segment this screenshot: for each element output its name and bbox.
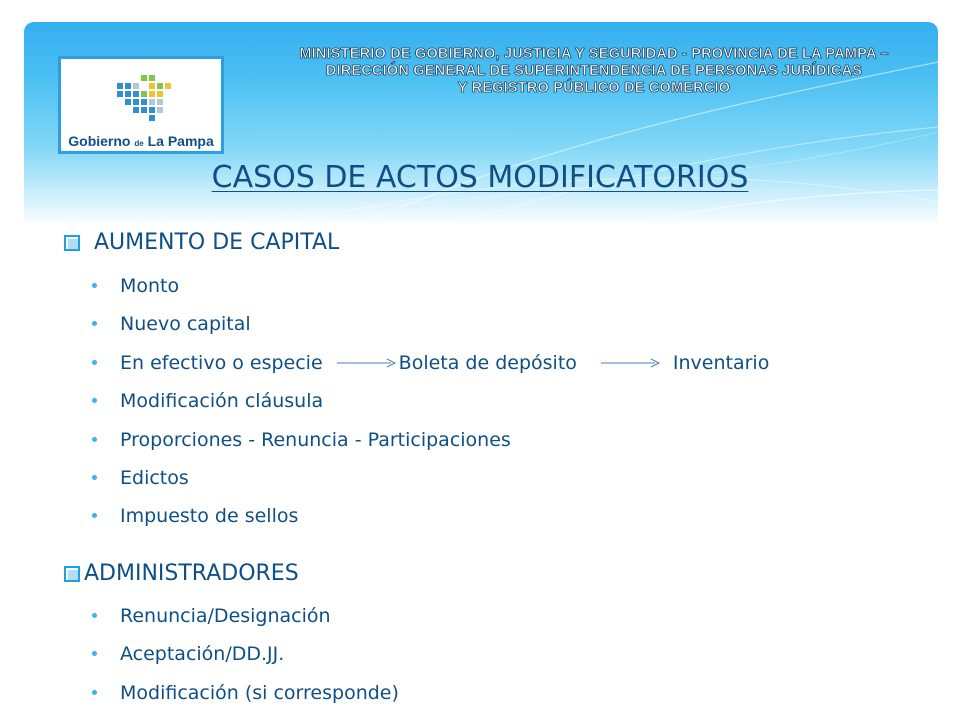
logo-text [61,133,221,149]
list-item-label: Renuncia/Designación [120,605,331,627]
list-item-flow [92,348,769,386]
bullet-icon [92,437,97,442]
section-heading: ADMINISTRADORES [84,561,299,586]
square-bullet-icon [64,566,80,582]
logo-text-de: de [134,139,144,148]
ministry-heading [234,46,938,97]
bullet-icon [92,613,97,618]
logo-text-b: La Pampa [147,133,214,149]
arrow-right-icon [337,358,397,368]
section-heading: AUMENTO DE CAPITAL [94,230,340,255]
list-item [92,425,769,463]
bullet-icon [92,651,97,656]
bullet-icon [92,475,97,480]
list-item [92,501,769,539]
section-aumento-capital [64,230,339,255]
bullet-icon [92,398,97,403]
list-item-label: Aceptación/DD.JJ. [120,643,285,666]
list-item [92,463,769,501]
list-item [92,309,769,347]
flow-step-inventario: Inventario [672,351,770,374]
ministry-line-1: MINISTERIO DE GOBIERNO, JUSTICIA Y SEGURIDAD - PROVINCIA DE LA PAMPA – [299,46,889,62]
list-item-label: Nuevo capital [120,313,251,336]
square-bullet-icon [64,235,80,251]
logo-mosaic-icon [109,69,179,131]
list-item-label: En efectivo o especie [120,351,323,374]
ministry-line-2: DIRECCIÓN GENERAL DE SUPERINTENDENCIA DE PERSONAS JURÍDICAS [325,63,863,79]
bullet-icon [92,690,97,695]
aumento-capital-list [92,271,769,540]
slide-title: CASOS DE ACTOS MODIFICATORIOS [211,160,749,195]
list-item-label: Impuesto de sellos [120,505,299,528]
list-item [92,386,769,424]
list-item [92,271,769,309]
section-administradores [64,561,299,586]
ministry-line-3: Y REGISTRO PÚBLICO DE COMERCIO [457,80,731,96]
list-item-label: Proporciones - Renuncia - Participaciones [120,428,511,451]
arrow-right-icon [601,358,661,368]
bullet-icon [92,513,97,518]
list-item [92,678,399,716]
administradores-list [92,601,399,716]
bullet-icon [92,283,97,288]
bullet-icon [92,360,97,365]
flow-step-deposito: Boleta de depósito [398,351,577,374]
logo-text-a: Gobierno [68,133,131,149]
list-item-label: Modificación cláusula [120,390,324,413]
header-banner [24,22,938,227]
list-item [92,601,399,639]
list-item-label: Modificación (si corresponde) [120,681,399,704]
list-item-label: Edictos [120,466,189,489]
list-item [92,639,399,677]
bullet-icon [92,321,97,326]
list-item-label: Monto [120,275,180,297]
logo [58,56,224,154]
